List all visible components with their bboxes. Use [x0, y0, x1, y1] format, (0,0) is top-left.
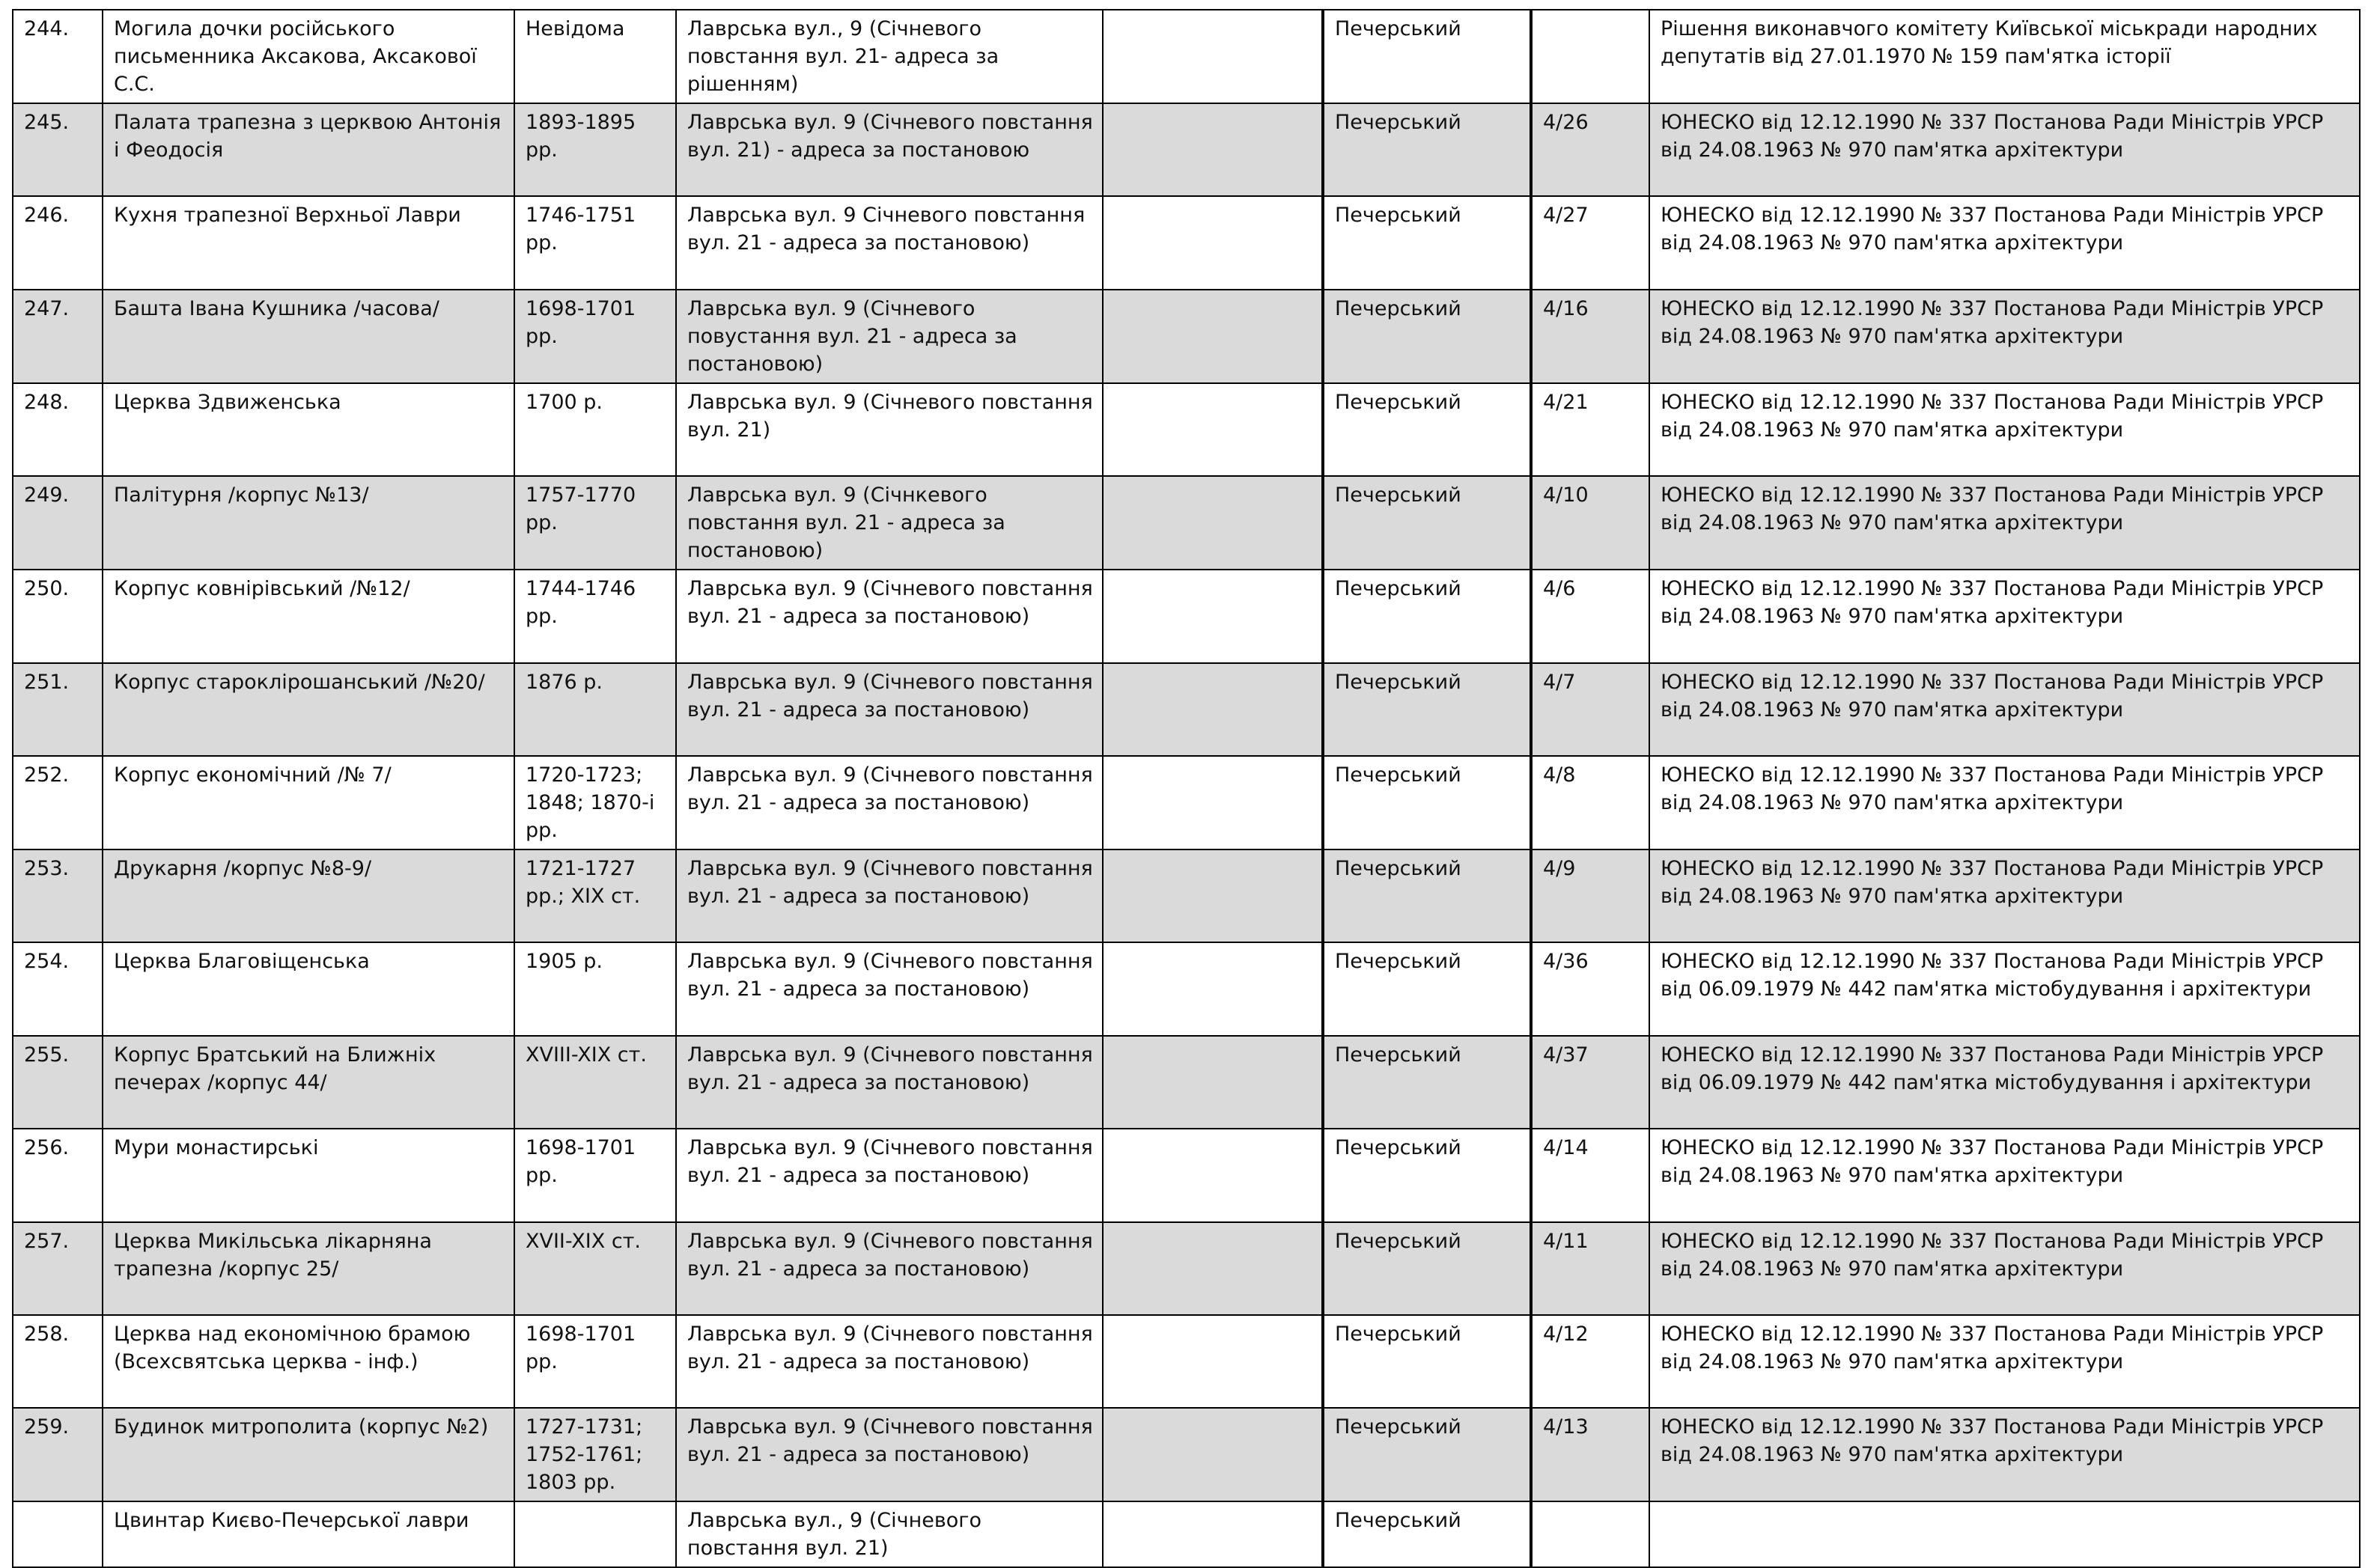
cell-empty	[1103, 103, 1323, 196]
cell-number: 245.	[13, 103, 103, 196]
cell-code: 4/9	[1531, 849, 1649, 942]
cell-code: 4/8	[1531, 756, 1649, 849]
cell-address: Лаврська вул. 9 (Січневого повстання вул. 21) - адреса за постановою	[676, 103, 1103, 196]
cell-date: 1698-1701 рр.	[514, 1129, 676, 1221]
cell-number: 251.	[13, 663, 103, 756]
cell-empty	[1103, 1129, 1323, 1221]
cell-date: XVIII-XIX ст.	[514, 1036, 676, 1129]
table-row	[13, 1315, 2360, 1408]
cell-document: ЮНЕСКО від 12.12.1990 № 337 Постанова Ради Міністрів УРСР від 06.09.1979 № 442 пам'ятка містобудування і архітектури	[1649, 942, 2360, 1035]
cell-number: 254.	[13, 942, 103, 1035]
cell-empty	[1103, 10, 1323, 103]
cell-date: 1744-1746 рр.	[514, 570, 676, 662]
table-row	[13, 103, 2360, 196]
cell-document: ЮНЕСКО від 12.12.1990 № 337 Постанова Ради Міністрів УРСР від 24.08.1963 № 970 пам'ятка архітектури	[1649, 290, 2360, 383]
table-row	[13, 756, 2360, 849]
cell-code: 4/16	[1531, 290, 1649, 383]
cell-number: 250.	[13, 570, 103, 662]
cell-district: Печерський	[1323, 1036, 1531, 1129]
cell-empty	[1103, 476, 1323, 570]
cell-name: Палата трапезна з церквою Антонія і Феодосія	[103, 103, 514, 196]
cell-name: Будинок митрополита (корпус №2)	[103, 1408, 514, 1501]
cell-address: Лаврська вул. 9 (Січневого повстання вул. 21 - адреса за постановою)	[676, 570, 1103, 662]
cell-code: 4/26	[1531, 103, 1649, 196]
cell-empty	[1103, 1501, 1323, 1567]
cell-name: Башта Івана Кушника /часова/	[103, 290, 514, 383]
cell-document: ЮНЕСКО від 12.12.1990 № 337 Постанова Ради Міністрів УРСР від 24.08.1963 № 970 пам'ятка архітектури	[1649, 756, 2360, 849]
cell-district: Печерський	[1323, 383, 1531, 476]
cell-name: Церква Микільська лікарняна трапезна /корпус 25/	[103, 1222, 514, 1315]
cell-code: 4/6	[1531, 570, 1649, 662]
cell-number: 253.	[13, 849, 103, 942]
table-row	[13, 1501, 2360, 1567]
cell-document: ЮНЕСКО від 12.12.1990 № 337 Постанова Ради Міністрів УРСР від 24.08.1963 № 970 пам'ятка архітектури	[1649, 1315, 2360, 1408]
cell-date: 1727-1731; 1752-1761; 1803 рр.	[514, 1408, 676, 1501]
cell-district: Печерський	[1323, 942, 1531, 1035]
cell-name: Церква Благовіщенська	[103, 942, 514, 1035]
cell-name: Цвинтар Києво-Печерської лаври	[103, 1501, 514, 1567]
cell-address: Лаврська вул. 9 (Січневого повстання вул. 21 - адреса за постановою)	[676, 756, 1103, 849]
cell-district: Печерський	[1323, 663, 1531, 756]
cell-address: Лаврська вул., 9 (Січневого повстання вул. 21)	[676, 1501, 1103, 1567]
table-row	[13, 1129, 2360, 1221]
table-row	[13, 1222, 2360, 1315]
cell-document: ЮНЕСКО від 12.12.1990 № 337 Постанова Ради Міністрів УРСР від 24.08.1963 № 970 пам'ятка архітектури	[1649, 196, 2360, 289]
cell-empty	[1103, 1036, 1323, 1129]
cell-number: 252.	[13, 756, 103, 849]
cell-code	[1531, 10, 1649, 103]
cell-date: Невідома	[514, 10, 676, 103]
cell-document: ЮНЕСКО від 12.12.1990 № 337 Постанова Ради Міністрів УРСР від 24.08.1963 № 970 пам'ятка архітектури	[1649, 849, 2360, 942]
cell-name: Мури монастирські	[103, 1129, 514, 1221]
cell-district: Печерський	[1323, 10, 1531, 103]
cell-document: ЮНЕСКО від 12.12.1990 № 337 Постанова Ради Міністрів УРСР від 24.08.1963 № 970 пам'ятка архітектури	[1649, 383, 2360, 476]
cell-date: 1893-1895 рр.	[514, 103, 676, 196]
table-row	[13, 383, 2360, 476]
cell-date: XVII-XIX ст.	[514, 1222, 676, 1315]
cell-code: 4/7	[1531, 663, 1649, 756]
cell-number: 246.	[13, 196, 103, 289]
table-row	[13, 849, 2360, 942]
cell-address: Лаврська вул. 9 (Січневого повстання вул. 21 - адреса за постановою)	[676, 1408, 1103, 1501]
cell-address: Лаврська вул. 9 (Січневого повустання вул. 21 - адреса за постановою)	[676, 290, 1103, 383]
cell-document: ЮНЕСКО від 12.12.1990 № 337 Постанова Ради Міністрів УРСР від 24.08.1963 № 970 пам'ятка архітектури	[1649, 663, 2360, 756]
cell-address: Лаврська вул. 9 (Січневого повстання вул. 21 - адреса за постановою)	[676, 1036, 1103, 1129]
cell-empty	[1103, 1408, 1323, 1501]
cell-district: Печерський	[1323, 1222, 1531, 1315]
cell-district: Печерський	[1323, 290, 1531, 383]
cell-district: Печерський	[1323, 1408, 1531, 1501]
cell-number	[13, 1501, 103, 1567]
cell-document	[1649, 1501, 2360, 1567]
cell-date: 1698-1701 рр.	[514, 1315, 676, 1408]
cell-code: 4/27	[1531, 196, 1649, 289]
cell-code	[1531, 1501, 1649, 1567]
table-row	[13, 570, 2360, 662]
cell-name: Корпус ковнірівський /№12/	[103, 570, 514, 662]
cell-date: 1720-1723; 1848; 1870-і рр.	[514, 756, 676, 849]
cell-number: 244.	[13, 10, 103, 103]
cell-document: ЮНЕСКО від 12.12.1990 № 337 Постанова Ради Міністрів УРСР від 06.09.1979 № 442 пам'ятка містобудування і архітектури	[1649, 1036, 2360, 1129]
cell-empty	[1103, 290, 1323, 383]
cell-address: Лаврська вул. 9 (Січневого повстання вул. 21 - адреса за постановою)	[676, 1315, 1103, 1408]
cell-name: Церква Здвиженська	[103, 383, 514, 476]
cell-name: Корпус економічний /№ 7/	[103, 756, 514, 849]
cell-address: Лаврська вул. 9 Січневого повстання вул. 21 - адреса за постановою)	[676, 196, 1103, 289]
cell-date: 1698-1701 рр.	[514, 290, 676, 383]
cell-date: 1876 р.	[514, 663, 676, 756]
cell-empty	[1103, 570, 1323, 662]
table-row	[13, 476, 2360, 570]
cell-name: Корпус староклірошанський /№20/	[103, 663, 514, 756]
cell-district: Печерський	[1323, 196, 1531, 289]
cell-document: Рішення виконавчого комітету Київської міськради народних депутатів від 27.01.1970 № 159 пам'ятка історії	[1649, 10, 2360, 103]
cell-number: 255.	[13, 1036, 103, 1129]
cell-name: Кухня трапезної Верхньої Лаври	[103, 196, 514, 289]
cell-address: Лаврська вул. 9 (Січнкевого повстання вул. 21 - адреса за постановою)	[676, 476, 1103, 570]
table-row	[13, 10, 2360, 103]
cell-address: Лаврська вул. 9 (Січневого повстання вул. 21 - адреса за постановою)	[676, 663, 1103, 756]
table-row	[13, 290, 2360, 383]
cell-code: 4/14	[1531, 1129, 1649, 1221]
cell-date: 1757-1770 рр.	[514, 476, 676, 570]
cell-district: Печерський	[1323, 476, 1531, 570]
cell-name: Палітурня /корпус №13/	[103, 476, 514, 570]
cell-document: ЮНЕСКО від 12.12.1990 № 337 Постанова Ради Міністрів УРСР від 24.08.1963 № 970 пам'ятка архітектури	[1649, 1129, 2360, 1221]
cell-date	[514, 1501, 676, 1567]
cell-empty	[1103, 1222, 1323, 1315]
cell-number: 258.	[13, 1315, 103, 1408]
table-row	[13, 663, 2360, 756]
cell-document: ЮНЕСКО від 12.12.1990 № 337 Постанова Ради Міністрів УРСР від 24.08.1963 № 970 пам'ятка архітектури	[1649, 103, 2360, 196]
cell-name: Корпус Братський на Ближніх печерах /корпус 44/	[103, 1036, 514, 1129]
cell-address: Лаврська вул. 9 (Січневого повстання вул. 21 - адреса за постановою)	[676, 942, 1103, 1035]
cell-code: 4/36	[1531, 942, 1649, 1035]
cell-address: Лаврська вул. 9 (Січневого повстання вул. 21 - адреса за постановою)	[676, 1129, 1103, 1221]
cell-date: 1746-1751 рр.	[514, 196, 676, 289]
cell-address: Лаврська вул. 9 (Січневого повстання вул. 21)	[676, 383, 1103, 476]
cell-document: ЮНЕСКО від 12.12.1990 № 337 Постанова Ради Міністрів УРСР від 24.08.1963 № 970 пам'ятка архітектури	[1649, 1222, 2360, 1315]
cell-code: 4/12	[1531, 1315, 1649, 1408]
cell-code: 4/13	[1531, 1408, 1649, 1501]
cell-number: 259.	[13, 1408, 103, 1501]
cell-code: 4/10	[1531, 476, 1649, 570]
cell-address: Лаврська вул., 9 (Січневого повстання вул. 21- адреса за рішенням)	[676, 10, 1103, 103]
table-row	[13, 1408, 2360, 1501]
cell-name: Друкарня /корпус №8-9/	[103, 849, 514, 942]
cell-name: Могила дочки російського письменника Аксакова, Аксакової С.С.	[103, 10, 514, 103]
cell-district: Печерський	[1323, 570, 1531, 662]
cell-code: 4/11	[1531, 1222, 1649, 1315]
cell-empty	[1103, 663, 1323, 756]
cell-district: Печерський	[1323, 1315, 1531, 1408]
cell-district: Печерський	[1323, 849, 1531, 942]
cell-code: 4/37	[1531, 1036, 1649, 1129]
cell-district: Печерський	[1323, 1501, 1531, 1567]
cell-empty	[1103, 756, 1323, 849]
cell-number: 257.	[13, 1222, 103, 1315]
cell-number: 248.	[13, 383, 103, 476]
cell-district: Печерський	[1323, 103, 1531, 196]
cell-date: 1700 р.	[514, 383, 676, 476]
cell-date: 1905 р.	[514, 942, 676, 1035]
cell-empty	[1103, 383, 1323, 476]
cell-address: Лаврська вул. 9 (Січневого повстання вул. 21 - адреса за постановою)	[676, 1222, 1103, 1315]
cell-document: ЮНЕСКО від 12.12.1990 № 337 Постанова Ради Міністрів УРСР від 24.08.1963 № 970 пам'ятка архітектури	[1649, 570, 2360, 662]
table-row	[13, 1036, 2360, 1129]
cell-document: ЮНЕСКО від 12.12.1990 № 337 Постанова Ради Міністрів УРСР від 24.08.1963 № 970 пам'ятка архітектури	[1649, 1408, 2360, 1501]
table-row	[13, 196, 2360, 289]
table-body	[13, 10, 2360, 1567]
cell-document: ЮНЕСКО від 12.12.1990 № 337 Постанова Ради Міністрів УРСР від 24.08.1963 № 970 пам'ятка архітектури	[1649, 476, 2360, 570]
table-row	[13, 942, 2360, 1035]
cell-date: 1721-1727 рр.; ХІХ ст.	[514, 849, 676, 942]
cell-empty	[1103, 196, 1323, 289]
cell-number: 256.	[13, 1129, 103, 1221]
cell-empty	[1103, 849, 1323, 942]
cell-empty	[1103, 942, 1323, 1035]
cell-number: 247.	[13, 290, 103, 383]
monuments-table	[12, 9, 2361, 1568]
cell-district: Печерський	[1323, 1129, 1531, 1221]
cell-name: Церква над економічною брамою (Всехсвятська церква - інф.)	[103, 1315, 514, 1408]
cell-address: Лаврська вул. 9 (Січневого повстання вул. 21 - адреса за постановою)	[676, 849, 1103, 942]
cell-district: Печерський	[1323, 756, 1531, 849]
cell-number: 249.	[13, 476, 103, 570]
cell-empty	[1103, 1315, 1323, 1408]
cell-code: 4/21	[1531, 383, 1649, 476]
